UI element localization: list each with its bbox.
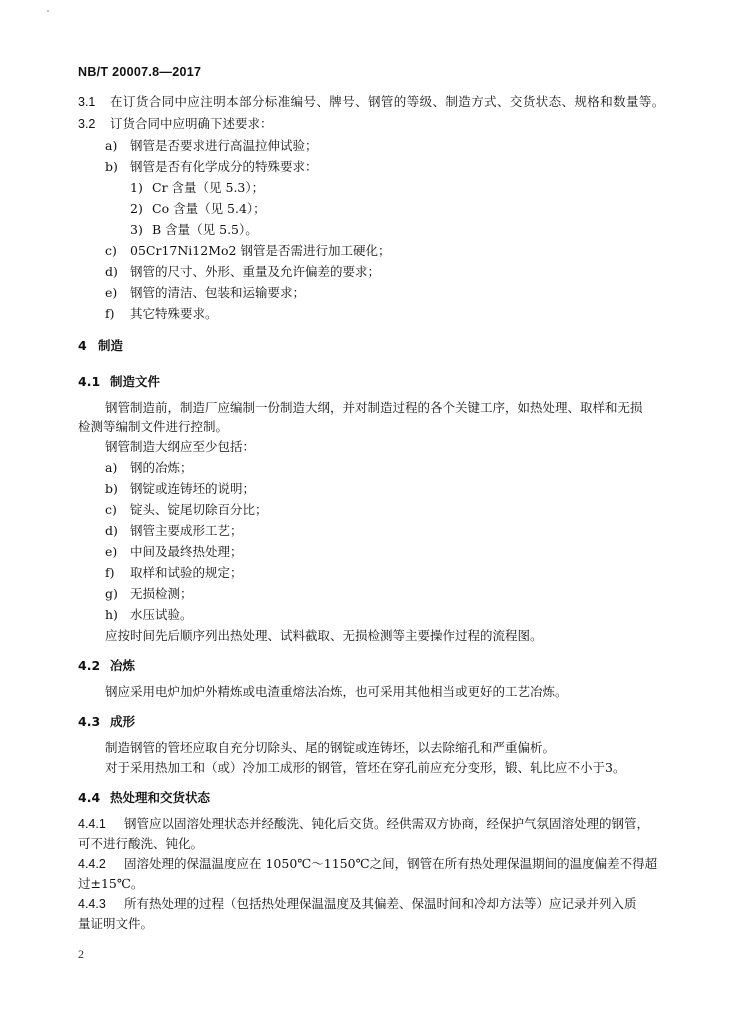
list-marker: c) bbox=[105, 243, 117, 258]
list-marker: f) bbox=[105, 565, 115, 580]
list-item: 锭头、锭尾切除百分比； bbox=[130, 502, 268, 517]
paragraph-line: 过±15℃。 bbox=[78, 876, 144, 891]
sublist-item: B 含量（见 5.5）。 bbox=[152, 222, 258, 237]
list-item: 钢的冶炼； bbox=[130, 460, 193, 475]
paragraph: 钢应采用电炉加炉外精炼或电渣重熔法冶炼，也可采用其他相当或更好的工艺冶炼。 bbox=[105, 684, 568, 699]
list-item: 其它特殊要求。 bbox=[130, 306, 218, 321]
list-marker: f) bbox=[105, 306, 115, 321]
list-marker: g) bbox=[105, 586, 118, 601]
list-item: 中间及最终热处理； bbox=[130, 544, 243, 559]
subsection-title: 制造文件 bbox=[110, 374, 161, 389]
clause-number: 4.4.1 bbox=[78, 817, 106, 831]
clause-number: 4.4.3 bbox=[78, 897, 106, 911]
subsection-title: 热处理和交货状态 bbox=[110, 790, 211, 805]
subsection-title: 冶炼 bbox=[110, 658, 136, 673]
paragraph-line: 钢管应以固溶处理状态并经酸洗、钝化后交货。经供需双方协商，经保护气氛固溶处理的钢管， bbox=[124, 816, 650, 831]
list-marker: e) bbox=[105, 285, 118, 300]
list-marker: h) bbox=[105, 607, 118, 622]
sublist-marker: 1) bbox=[130, 180, 143, 195]
paragraph-line: 钢管制造前，制造厂应编制一份制造大纲，并对制造过程的各个关键工序，如热处理、取样和无损 bbox=[105, 400, 643, 415]
paragraph-line: 检测等编制文件进行控制。 bbox=[78, 419, 229, 434]
paragraph: 制造钢管的管坯应取自充分切除头、尾的钢锭或连铸坯，以去除缩孔和严重偏析。 bbox=[105, 740, 556, 755]
list-marker: a) bbox=[105, 138, 118, 153]
subsection-number: 4.4 bbox=[78, 790, 101, 805]
page-number: 2 bbox=[78, 947, 84, 961]
list-item: 钢管是否有化学成分的特殊要求： bbox=[130, 159, 318, 174]
list-item: 取样和试验的规定； bbox=[130, 565, 243, 580]
list-marker: d) bbox=[105, 523, 118, 538]
section-number: 4 bbox=[78, 338, 87, 353]
paragraph-line: 固溶处理的保温温度应在 1050℃～1150℃之间，钢管在所有热处理保温期间的温度偏差不得超 bbox=[124, 856, 658, 871]
clause-text: 订货合同中应明确下述要求： bbox=[110, 116, 273, 131]
subsection-number: 4.1 bbox=[78, 374, 101, 389]
scan-speck bbox=[47, 10, 49, 12]
list-item: 钢管主要成形工艺； bbox=[130, 523, 243, 538]
clause-text: 在订货合同中应注明本部分标准编号、牌号、钢管的等级、制造方式、交货状态、规格和数量等。 bbox=[110, 94, 665, 109]
subsection-number: 4.2 bbox=[78, 658, 101, 673]
sublist-item: Co 含量（见 5.4）； bbox=[152, 201, 266, 216]
list-marker: a) bbox=[105, 460, 118, 475]
sublist-marker: 3) bbox=[130, 222, 143, 237]
clause-number: 4.4.2 bbox=[78, 857, 106, 871]
clause-number: 3.2 bbox=[78, 117, 96, 131]
list-marker: e) bbox=[105, 544, 118, 559]
list-item: 无损检测； bbox=[130, 586, 193, 601]
section-title: 制造 bbox=[98, 338, 124, 353]
paragraph-line: 量证明文件。 bbox=[78, 916, 154, 931]
paragraph-line: 所有热处理的过程（包括热处理保温温度及其偏差、保温时间和冷却方法等）应记录并列入质 bbox=[124, 896, 637, 911]
sublist-marker: 2) bbox=[130, 201, 143, 216]
paragraph: 应按时间先后顺序列出热处理、试料截取、无损检测等主要操作过程的流程图。 bbox=[105, 628, 543, 643]
list-item: 05Cr17Ni12Mo2 钢管是否需进行加工硬化； bbox=[130, 243, 391, 258]
list-marker: d) bbox=[105, 264, 118, 279]
list-item: 水压试验。 bbox=[130, 607, 193, 622]
list-marker: b) bbox=[105, 159, 118, 174]
subsection-number: 4.3 bbox=[78, 714, 101, 729]
sublist-item: Cr 含量（见 5.3）； bbox=[152, 180, 265, 195]
list-item: 钢管的清洁、包装和运输要求； bbox=[130, 285, 306, 300]
list-marker: c) bbox=[105, 502, 117, 517]
clause-number: 3.1 bbox=[78, 95, 96, 109]
list-item: 钢锭或连铸坯的说明； bbox=[130, 481, 256, 496]
paragraph: 对于采用热加工和（或）冷加工成形的钢管，管坯在穿孔前应充分变形，锻、轧比应不小于3。 bbox=[105, 760, 626, 775]
subsection-title: 成形 bbox=[110, 714, 136, 729]
paragraph-line: 可不进行酸洗、钝化。 bbox=[78, 836, 204, 851]
standard-number: NB/T 20007.8—2017 bbox=[78, 65, 202, 79]
paragraph: 钢管制造大纲应至少包括： bbox=[105, 439, 256, 454]
list-item: 钢管是否要求进行高温拉伸试验； bbox=[130, 138, 318, 153]
list-item: 钢管的尺寸、外形、重量及允许偏差的要求； bbox=[130, 264, 381, 279]
list-marker: b) bbox=[105, 481, 118, 496]
